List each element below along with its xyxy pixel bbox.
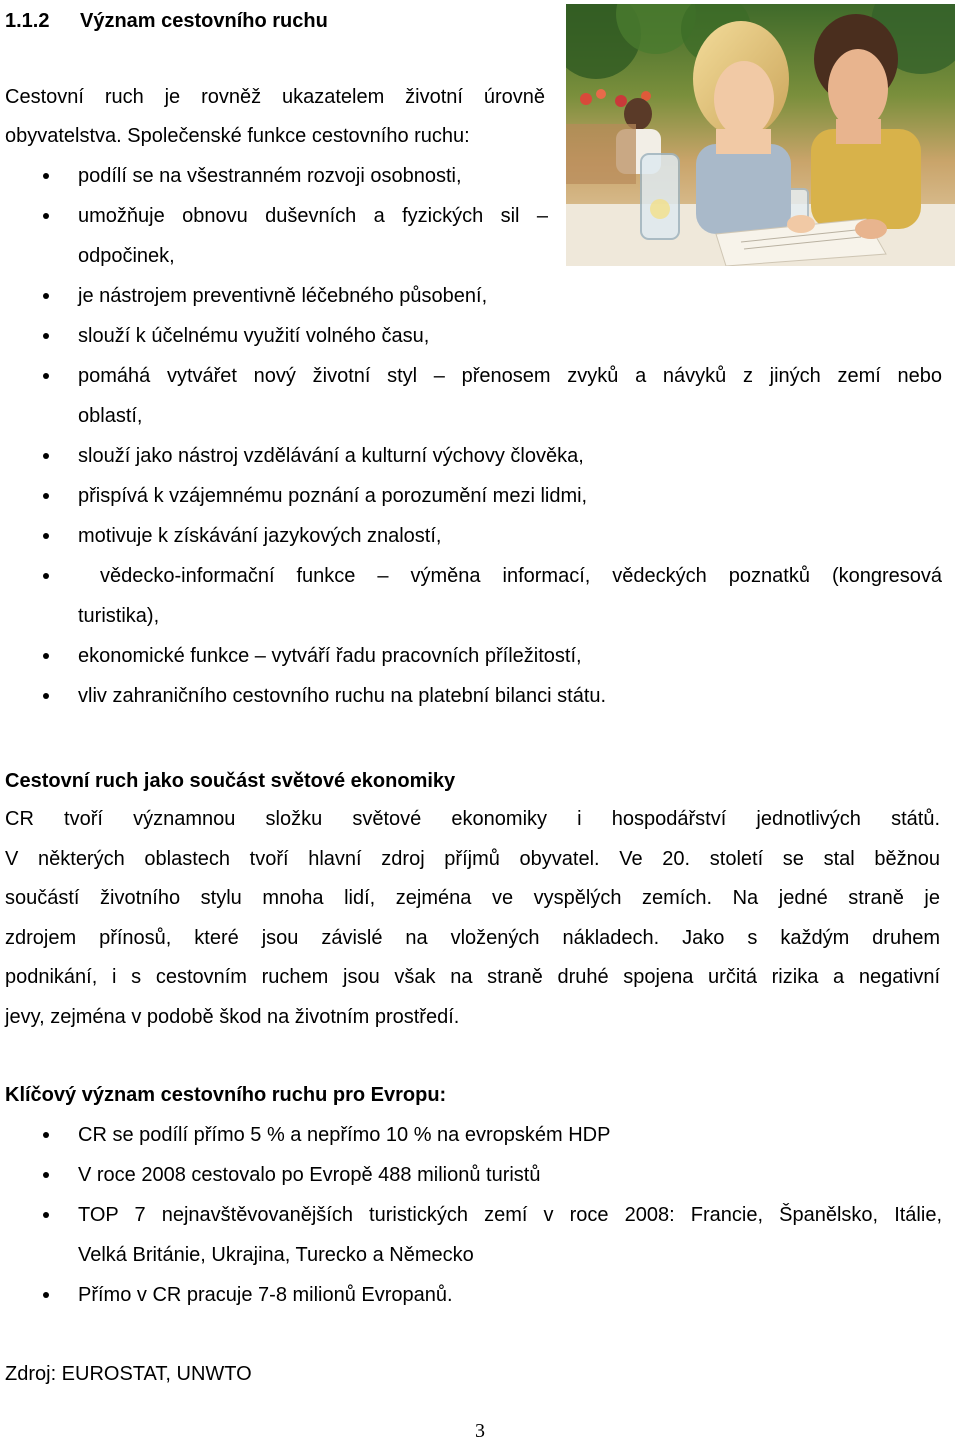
economy-line: jevy, zejména v podobě škod na životním prostředí.: [5, 1005, 460, 1028]
list-item: TOP 7 nejnavštěvovanějších turistických zemí v roce 2008: Francie, Španělsko, Itálie, Velká Británie, Ukrajina, Turecko a Německo: [0, 1195, 942, 1275]
list-item: je nástrojem preventivně léčebného působení,: [0, 276, 942, 316]
list-item: CR se podílí přímo 5 % a nepřímo 10 % na evropském HDP: [0, 1115, 942, 1155]
economy-line: podnikání, i s cestovním ruchem jsou však na straně druhé spojena určitá rizika a negativní: [5, 966, 940, 989]
list-item: slouží jako nástroj vzdělávání a kulturní výchovy člověka,: [0, 436, 942, 476]
functions-list: [0, 156, 942, 716]
list-item: Přímo v CR pracuje 7-8 milionů Evropanů.: [0, 1275, 942, 1315]
section-number: 1.1.2: [5, 10, 50, 32]
europe-heading: Klíčový význam cestovního ruchu pro Evropu:: [5, 1084, 447, 1106]
economy-line: V některých oblastech tvoří hlavní zdroj příjmů obyvatel. Ve 20. století se stal běžnou: [5, 847, 940, 870]
list-item: ekonomické funkce – vytváří řadu pracovních příležitostí,: [0, 636, 942, 676]
list-item: V roce 2008 cestovalo po Evropě 488 milionů turistů: [0, 1155, 942, 1195]
economy-line: CR tvoří významnou složku světové ekonomiky i hospodářství jednotlivých států.: [5, 808, 940, 830]
list-item: pomáhá vytvářet nový životní styl – přenosem zvyků a návyků z jiných zemí nebo oblastí,: [0, 356, 942, 436]
economy-line: součástí životního stylu mnoha lidí, zejména ve vyspělých zemích. Na jedné straně je: [5, 887, 940, 910]
list-item: motivuje k získávání jazykových znalostí,: [0, 516, 942, 556]
list-item: slouží k účelnému využití volného času,: [0, 316, 942, 356]
list-item: vědecko-informační funkce – výměna informací, vědeckých poznatků (kongresová turistika),: [0, 556, 942, 636]
intro-line-1: Cestovní ruch je rovněž ukazatelem životní úrovně: [5, 86, 545, 108]
economy-paragraph: [5, 800, 940, 1038]
section-heading: [5, 9, 328, 33]
list-item: umožňuje obnovu duševních a fyzických sil – odpočinek,: [0, 196, 548, 276]
page-number: 3: [475, 1420, 485, 1442]
europe-list: [0, 1115, 942, 1315]
section-title: Význam cestovního ruchu: [80, 10, 328, 32]
list-item: přispívá k vzájemnému poznání a porozumění mezi lidmi,: [0, 476, 942, 516]
source-line: Zdroj: EUROSTAT, UNWTO: [5, 1363, 252, 1385]
economy-line: zdrojem přínosů, které jsou závislé na vložených nákladech. Jako s každým druhem: [5, 926, 940, 949]
list-item: vliv zahraničního cestovního ruchu na platební bilanci státu.: [0, 676, 942, 716]
list-item: podílí se na všestranném rozvoji osobnosti,: [0, 156, 548, 196]
economy-heading: Cestovní ruch jako součást světové ekonomiky: [5, 770, 456, 792]
intro-line-2: obyvatelstva. Společenské funkce cestovního ruchu:: [5, 125, 470, 147]
